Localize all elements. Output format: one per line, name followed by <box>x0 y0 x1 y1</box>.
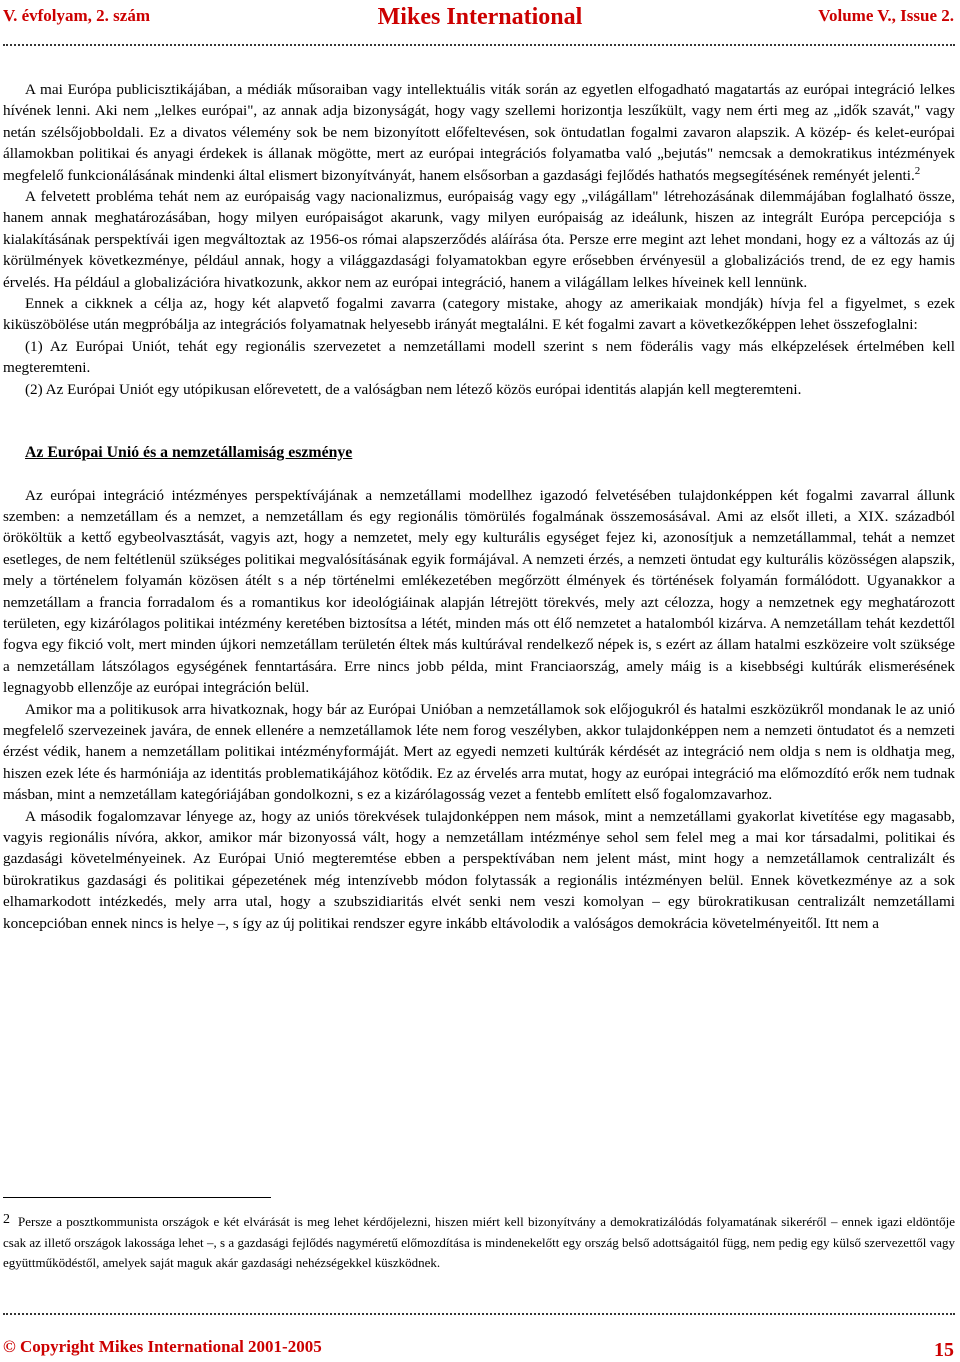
footer-divider <box>3 1313 955 1315</box>
header-issue-en: Volume V., Issue 2. <box>818 6 954 25</box>
paragraph-8: A második fogalomzavar lényege az, hogy az uniós törekvések tulajdonképpen nem mások, mint a nemzetállami gyakorlat kivetítése egy magasabb, vagyis regionális nívóra, akkor, amikor már bizonyossá vált, hogy a nemzetállam intézménye sehol sem felel meg a mai kor társadalmi, politikai és gazdasági követelményeinek. Az Európai Unió megteremtése ebben a perspektívában nem jelent mást, mint hogy a nemzetállamok centralizált és bürokratikus gazdasági és politikai gépezetének még intenzívebb módon folytassák a regionális intézményen belül. Ennek következménye az a sok elhamarkodott intézkedés, mely arra utal, hogy a szubszidiaritás elvét senki nem veszi komolyan – egy bürokratikusan centralizált nemzetállami koncepcióban ennek nincs is helye –, s így az új politikai rendszer egyre inkább eltávolodik a valóságos demokrácia követelményeitől. Itt nem a <box>3 807 955 932</box>
paragraph-5: (2) Az Európai Uniót egy utópikusan előrevetett, de a valóságban nem létező közös európai identitás alapján kell megteremteni. <box>25 380 802 398</box>
footnote-ref-2[interactable]: 2 <box>914 164 921 177</box>
article-body <box>3 79 955 934</box>
paragraph-4: (1) Az Európai Uniót, tehát egy regionális szervezetet a nemzetállami modell szerint s nem föderális vagy más elképzelések értelmében kell megteremteni. <box>3 337 955 377</box>
paragraph-1 <box>3 79 955 186</box>
footnote-text: Persze a posztkommunista országok e két elvárását is meg lehet kérdőjelezni, hiszen miért kell bizonyítvány a demokratizálódás folyamatának sikeréről – ennek igazi eldöntője csak az illető országok lakossága lehet –, s a gazdasági fejlődés nagyméretű előmozdítása is mindenekelőtt egy ország belső adottságaitól függ, nem pedig egy külső szervezettől vagy együttműködéstől, amelyek saját maguk akár gazdasági nehézségekkel küszködnek. <box>3 1214 955 1270</box>
paragraph-3: Ennek a cikknek a célja az, hogy két alapvető fogalmi zavarra (category mistake, ahogy az amerikaiak mondják) hívja fel a figyelmet, s ezek kiküszöbölése után megpróbálja az integrációs folyamatnak helyesebb irányát megtalálni. E két fogalmi zavart a következőképpen lehet összefoglalni: <box>3 295 955 334</box>
header-divider <box>3 44 955 46</box>
footnote-number: 2 <box>3 1212 10 1227</box>
paragraph-1-text: A mai Európa publicisztikájában, a médiák műsoraiban vagy intellektuális viták során az egyetlen elfogadható magatartás az európai integráció lelkes hívének lenni. Aki nem „lelkes európai", az annak adja bizonyságát, hogy vagy szellemi horizontja leszűkült, vagy nem érti meg az „idők szavát," vagy netán szélsőjobboldali. Ez a divatos vélemény sok be nem bizonyított előfeltevésen, sok öntudatlan fogalmi zavaron alapszik. A közép- és kelet-európai államokban politikai és anyagi érdekek is állanak mögötte, mert az európai integrációs folyamatba való „bejutás" nemcsak a demokratikus intézmények megfelelő funkcionálásának mindenki által elismert bizonyítványát, hanem elsősorban a gazdasági fejlődés hathatós megsegítésének reményét jelenti. <box>3 81 955 184</box>
page-header <box>0 4 960 34</box>
footnote-divider <box>3 1197 271 1198</box>
section-title-gap <box>3 464 955 485</box>
footnote-2 <box>3 1210 955 1274</box>
page-number: 15 <box>934 1339 954 1361</box>
section-gap <box>3 400 955 442</box>
paragraph-6: Az európai integráció intézményes perspektívájának a nemzetállami modellhez igazodó felvetésében tulajdonképpen két fogalmi zavarral állunk szemben: a nemzetállam és a nemzet, a nemzetállam és egy regionális tömörülés fogalmának összemosásával. Ami az elsőt illeti, a XIX. századból örököltük a kettő egybeolvasztását, vagyis azt, hogy a nemzetet, mely egy kulturális egységet fejez ki, azonosítjuk a nemzetállammal, tehát a nemzet esetleges, de nem feltétlenül szükséges politikai megvalósításának egyik formájával. A nemzeti érzés, a nemzeti öntudat egy kulturális közösségen alapszik, mely a történelem folyamán közösen átélt s a nép történelmi emlékezetében megőrzött élmények és történések folyamán formálódott. Ugyanakkor a nemzetállam a francia forradalom és a romantikus kor ideológiáinak alapján létrejött törekvés, mely azt célozza, hogy a nemzetnek egy meghatározott területen, egy kizárólagos politikai intézmény keretében biztosítsa a létét, minden más ott élő nemzetet a hatalomból kizárva. A nemzetállam tehát kezdettől fogva egy fikció volt, mert minden újkori nemzetállam területén éltek más kultúrával rendelkező népek is, s ezért az állam hatalmi eszközeire volt szüksége a nemzetállam látszólagos egységének fenntartására. Erre nincs jobb példa, mint Franciaország, amely máig is a kisebbségi kultúrák elismerésének legnagyobb ellenzője az európai integráción belül. <box>3 486 955 697</box>
paragraph-2: A felvetett probléma tehát nem az európaiság vagy nacionalizmus, európaiság vagy egy „világállam" létrehozásának dilemmájában foglalható össze, hanem annak meghatározásában, hogy milyen európaiságot akarunk, vagy milyen európaiság az ideálunk, hiszen az integrált Európa percepciója s kialakításának perspektívái igen megváltoztak az 1956-os római alapszerződés aláírása óta. Persze erre megint azt lehet mondani, hogy ez a változás az új körülmények következménye, például annak, hogy a világgazdasági folyamatokban egyre erősebben érvényesül a globalizációs trend, de ez egy hamis érvelés. Ha például a globalizációra hivatkozunk, akkor nem az európai integráció, hanem a világállam lelkes híveinek kell lennünk. <box>3 188 955 291</box>
header-issue-hu: V. évfolyam, 2. szám <box>3 6 150 25</box>
paragraph-7: Amikor ma a politikusok arra hivatkoznak, hogy bár az Európai Unióban a nemzetállamok sok előjogukról és hatalmi eszközükről mondanak le az unió megfelelő szervezeinek javára, de ennek ellenére a nemzetállamok léte nem forog veszélyben, akkor tulajdonképpen nem a nemzeti öntudatot és a nemzeti érzést védik, hanem a nemzetállam politikai intézményformáját. Mert az egyedi nemzeti kultúrák kérdését az integráció nem oldja s nem is oldhatja meg, hiszen ezek léte és harmóniája az identitás problematikájához kötődik. Ez az érvelés arra mutat, hogy az európai integráció ma előmozdító erők nem tudnak másban, mint a nemzetállam kategóriájában gondolkozni, s ez a kizárólagosság vezet a fentebb említett első fogalomzavarhoz. <box>3 700 955 804</box>
footer-copyright: © Copyright Mikes International 2001-2005 <box>3 1337 322 1356</box>
header-journal-title: Mikes International <box>377 4 583 30</box>
section-title: Az Európai Unió és a nemzetállamiság eszménye <box>25 444 353 462</box>
